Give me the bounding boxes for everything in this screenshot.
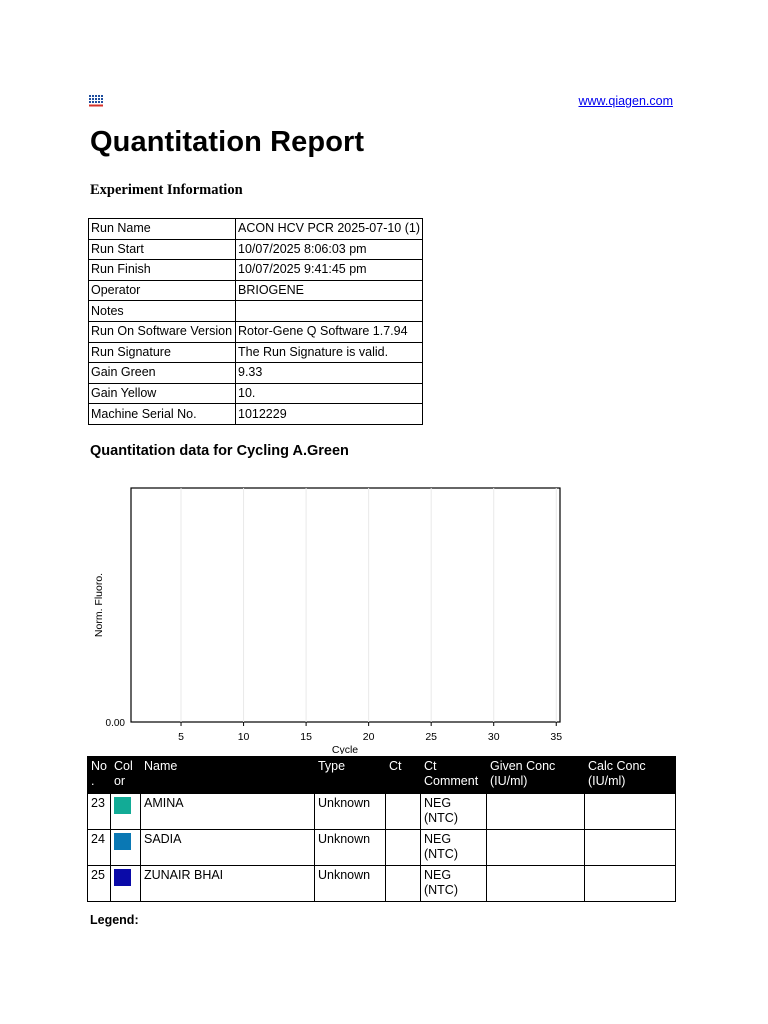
- ct-comment-text: NEG: [423, 796, 452, 810]
- info-key: Machine Serial No.: [89, 404, 236, 425]
- column-header-name: [140, 757, 314, 794]
- info-key: Gain Green: [89, 363, 236, 384]
- sample-ct-comment: [420, 866, 486, 902]
- sample-no: 24: [88, 830, 111, 866]
- legend-label: Legend:: [90, 913, 139, 927]
- chart-x-tick-label: 10: [237, 731, 250, 743]
- report-title: Quantitation Report: [90, 126, 365, 158]
- header-text: Calc Conc: [587, 759, 646, 773]
- sample-color: [110, 794, 140, 830]
- sample-name: ZUNAIR BHAI: [140, 866, 314, 902]
- header-text: Given Conc: [489, 759, 556, 773]
- sample-ct: [385, 830, 420, 866]
- column-header-color: [110, 757, 140, 794]
- table-row: [89, 404, 423, 425]
- sample-no: 25: [88, 866, 111, 902]
- sample-ct-comment: [420, 794, 486, 830]
- header-text: (IU/ml): [489, 774, 528, 788]
- table-row: [89, 301, 423, 322]
- header-text: (IU/ml): [587, 774, 626, 788]
- column-header-given-conc: [486, 757, 584, 794]
- ct-comment-text: NEG: [423, 832, 452, 846]
- experiment-info-heading: Experiment Information: [90, 182, 243, 198]
- ct-comment-text: (NTC): [423, 847, 458, 861]
- header-text: Type: [317, 759, 346, 773]
- chart-y-tick-label: 0.00: [105, 718, 125, 729]
- header-text: Name: [143, 759, 178, 773]
- chart-x-tick-label: 35: [550, 731, 563, 743]
- sample-calc-conc: [584, 866, 675, 902]
- info-value: 9.33: [236, 363, 423, 384]
- sample-name: SADIA: [140, 830, 314, 866]
- samples-table: [87, 756, 676, 902]
- column-header-ct: [385, 757, 420, 794]
- chart-x-axis-label: Cycle: [331, 744, 359, 754]
- sample-type: Unknown: [314, 830, 385, 866]
- sample-color: [110, 830, 140, 866]
- sample-ct: [385, 794, 420, 830]
- header-text: Col: [113, 759, 133, 773]
- sample-name: AMINA: [140, 794, 314, 830]
- table-row: [89, 260, 423, 281]
- sample-calc-conc: [584, 794, 675, 830]
- table-row: [88, 794, 676, 830]
- qiagen-website-link[interactable]: www.qiagen.com: [578, 94, 673, 108]
- table-row: [89, 280, 423, 301]
- qiagen-logo-icon: [89, 95, 104, 107]
- quantitation-chart: [84, 478, 568, 754]
- info-key: Run Finish: [89, 260, 236, 281]
- sample-ct: [385, 866, 420, 902]
- color-swatch: [114, 797, 131, 814]
- header-text: .: [91, 774, 95, 788]
- info-key: Operator: [89, 280, 236, 301]
- sample-no: 23: [88, 794, 111, 830]
- header-text: Ct: [388, 759, 402, 773]
- chart-x-tick-label: 15: [300, 731, 312, 743]
- column-header-no: [88, 757, 111, 794]
- table-row: [88, 866, 676, 902]
- info-value: The Run Signature is valid.: [236, 342, 423, 363]
- sample-given-conc: [486, 794, 584, 830]
- table-row: [89, 363, 423, 384]
- info-key: Run Name: [89, 219, 236, 240]
- sample-calc-conc: [584, 830, 675, 866]
- chart-x-tick-label: 5: [178, 731, 184, 743]
- chart-x-tick-label: 30: [487, 731, 500, 743]
- table-row: [89, 219, 423, 240]
- header-text: No: [91, 759, 107, 773]
- info-value: BRIOGENE: [236, 280, 423, 301]
- table-row: [89, 239, 423, 260]
- column-header-ct-comment: [420, 757, 486, 794]
- chart-x-tick-label: 20: [362, 731, 375, 743]
- info-value: [236, 301, 423, 322]
- column-header-type: [314, 757, 385, 794]
- info-value: ACON HCV PCR 2025-07-10 (1): [236, 219, 423, 240]
- sample-color: [110, 866, 140, 902]
- color-swatch: [114, 869, 131, 886]
- table-row: [89, 383, 423, 404]
- quantitation-heading: Quantitation data for Cycling A.Green: [90, 443, 349, 459]
- table-row: [89, 321, 423, 342]
- info-key: Run Signature: [89, 342, 236, 363]
- experiment-info-table: [88, 218, 423, 425]
- chart-x-tick-label: 25: [425, 731, 438, 743]
- info-value: 10.: [236, 383, 423, 404]
- ct-comment-text: (NTC): [423, 811, 458, 825]
- table-header-row: [88, 757, 676, 794]
- table-row: [89, 342, 423, 363]
- info-value: Rotor-Gene Q Software 1.7.94: [236, 321, 423, 342]
- info-value: 1012229: [236, 404, 423, 425]
- sample-ct-comment: [420, 830, 486, 866]
- header-text: Ct: [423, 759, 437, 773]
- sample-type: Unknown: [314, 866, 385, 902]
- info-key: Run Start: [89, 239, 236, 260]
- color-swatch: [114, 833, 131, 850]
- column-header-calc-conc: [584, 757, 675, 794]
- info-key: Run On Software Version: [89, 321, 236, 342]
- info-value: 10/07/2025 9:41:45 pm: [236, 260, 423, 281]
- table-row: [88, 830, 676, 866]
- ct-comment-text: (NTC): [423, 883, 458, 897]
- info-key: Notes: [89, 301, 236, 322]
- chart-plot-area: [131, 488, 560, 722]
- info-key: Gain Yellow: [89, 383, 236, 404]
- chart-y-axis-label: Norm. Fluoro.: [93, 572, 105, 638]
- sample-given-conc: [486, 830, 584, 866]
- sample-type: Unknown: [314, 794, 385, 830]
- header-text: or: [113, 774, 126, 788]
- sample-given-conc: [486, 866, 584, 902]
- ct-comment-text: NEG: [423, 868, 452, 882]
- info-value: 10/07/2025 8:06:03 pm: [236, 239, 423, 260]
- header-text: Comment: [423, 774, 479, 788]
